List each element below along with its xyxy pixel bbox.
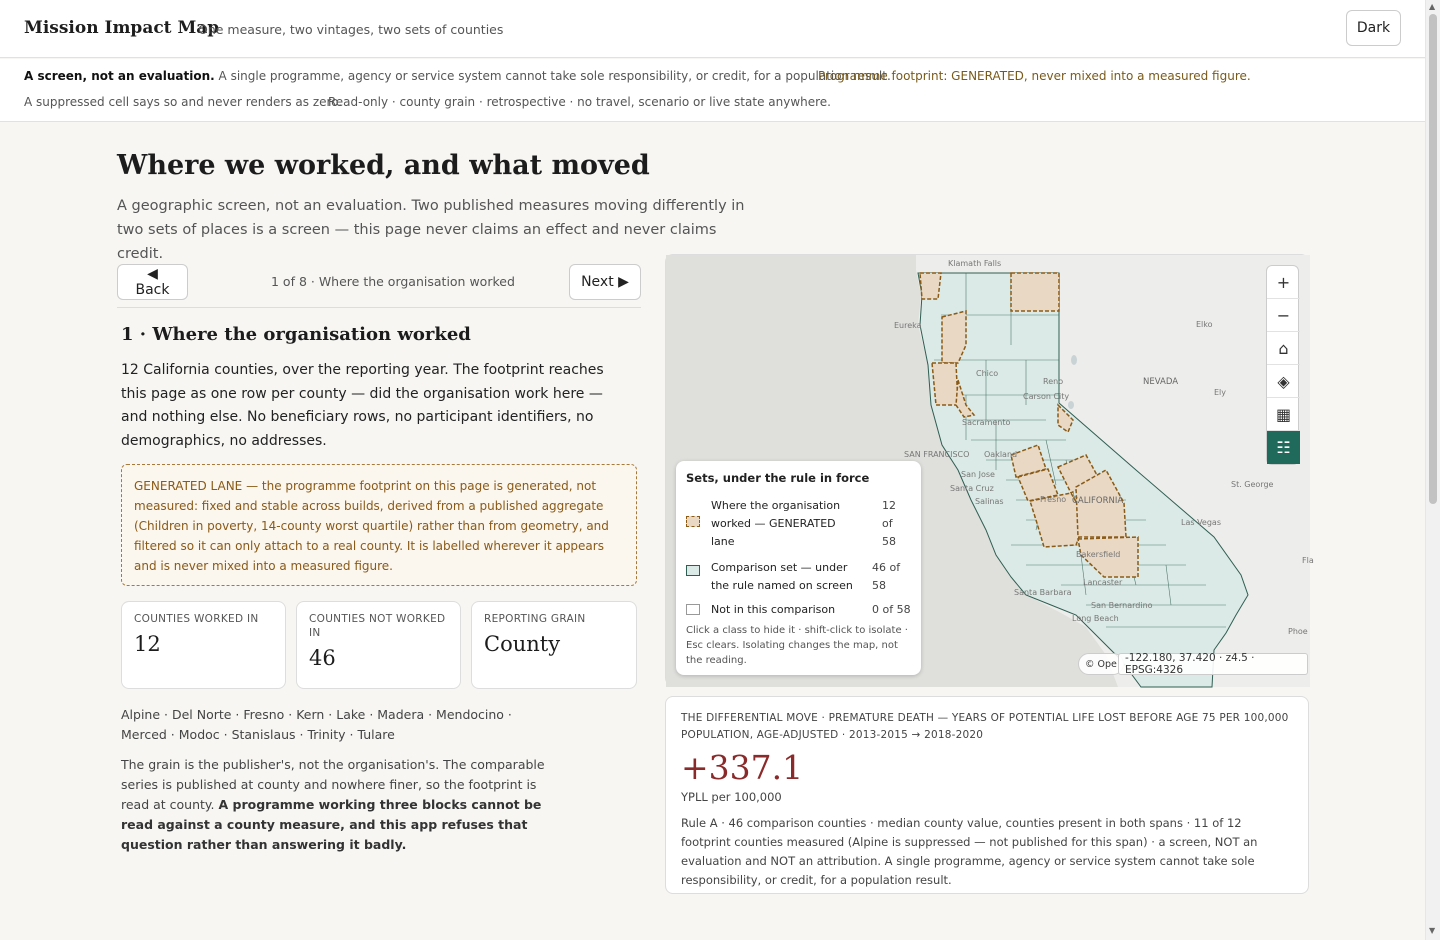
place-label-santa-barbara: Santa Barbara bbox=[1014, 588, 1072, 597]
county-modoc[interactable] bbox=[1011, 273, 1059, 311]
banner-footprint: Programme footprint: GENERATED, never mixed into a measured figure. bbox=[818, 69, 1251, 83]
place-label-eureka: Eureka bbox=[894, 321, 922, 330]
map-coordinates: -122.180, 37.420 · z4.5 · EPSG:4326 bbox=[1118, 653, 1308, 675]
county-mendocino[interactable] bbox=[932, 363, 958, 405]
next-button[interactable]: Next ▶ bbox=[569, 264, 641, 300]
stat-label: REPORTING GRAIN bbox=[484, 613, 586, 625]
place-label-chico: Chico bbox=[976, 369, 999, 378]
legend-hint: Click a class to hide it · shift-click to isolate · Esc clears. Isolating changes the map, not the reading. bbox=[686, 625, 908, 666]
map-panel[interactable] bbox=[665, 254, 1314, 686]
place-label-nevada: NEVADA bbox=[1143, 377, 1179, 387]
banner-scope: Read-only · county grain · retrospective · no travel, scenario or live state anywhere. bbox=[328, 95, 831, 109]
place-label-santa-cruz: Santa Cruz bbox=[950, 484, 994, 493]
place-label-california: CALIFORNIA bbox=[1072, 496, 1124, 506]
place-label-las-vegas: Las Vegas bbox=[1181, 518, 1221, 527]
map-controls bbox=[1266, 265, 1299, 465]
legend-swatch-none bbox=[686, 604, 700, 615]
generated-lane-note: GENERATED LANE — the programme footprint on this page is generated, not measured: fixed and stable across builds, derived from a published aggregate (Children in poverty, 14-county worst quartile) rather than from geometry, and filtered so it can only attach to a real county. It is labelled wherever it appears and is never mixed into a measured figure. bbox=[121, 464, 637, 586]
legend-toggle-icon[interactable]: ☷ bbox=[1267, 431, 1300, 464]
place-label-san-bernardino: San Bernardino bbox=[1091, 601, 1153, 610]
stat-label: COUNTIES WORKED IN bbox=[134, 613, 259, 625]
place-label-klamath-falls: Klamath Falls bbox=[948, 259, 1002, 268]
legend-label: Not in this comparison bbox=[711, 603, 836, 616]
place-label-bakersfield: Bakersfield bbox=[1076, 550, 1121, 559]
legend-swatch-worked bbox=[686, 516, 700, 527]
reading-note: Rule A · 46 comparison counties · median county value, counties present in both spans · 11 of 12 footprint counties measured (Alpine is suppressed — not published for this span) · a screen, NOT an evaluation and NOT an attribution. A single programme, agency or service system cannot take sole responsibility, or credit, for a population result. bbox=[681, 816, 1258, 887]
place-label-long-beach: Long Beach bbox=[1072, 614, 1119, 623]
back-button[interactable]: ◀ Back bbox=[117, 264, 188, 300]
legend-count: 46 of 58 bbox=[872, 561, 901, 592]
legend-count: 12 of 58 bbox=[882, 499, 896, 548]
legend-title: Sets, under the rule in force bbox=[686, 471, 870, 485]
basemap-icon[interactable]: ▦ bbox=[1267, 398, 1300, 431]
legend-label: Comparison set — under the rule named on screen bbox=[711, 561, 853, 592]
grain-note bbox=[121, 755, 561, 855]
place-label-salinas: Salinas bbox=[975, 497, 1004, 506]
step-body: 12 California counties, over the reporting year. The footprint reaches this page as one row per county — did the organisation work here — and nothing else. No beneficiary rows, no participant identifiers, no demographics, no addresses. bbox=[121, 362, 604, 449]
place-label-carson-city: Carson City bbox=[1023, 392, 1070, 401]
place-label-san-francisco: SAN FRANCISCO bbox=[904, 450, 970, 459]
stat-reporting-grain bbox=[471, 601, 637, 689]
legend-count: 0 of 58 bbox=[872, 603, 911, 616]
stat-value: 12 bbox=[134, 632, 161, 656]
county-list: Alpine · Del Norte · Fresno · Kern · Lake · Madera · Mendocino · Merced · Modoc · Stanislaus · Trinity · Tulare bbox=[121, 707, 512, 742]
layers-icon[interactable]: ◈ bbox=[1267, 365, 1300, 398]
stat-label: COUNTIES NOT WORKED IN bbox=[309, 613, 446, 639]
legend-row-worked[interactable] bbox=[686, 497, 911, 551]
place-label-sacramento: Sacramento bbox=[962, 418, 1011, 427]
zoom-out-icon[interactable]: − bbox=[1267, 299, 1300, 332]
map-legend bbox=[676, 461, 921, 675]
stepper bbox=[117, 264, 641, 308]
legend-row-comparison[interactable] bbox=[686, 559, 911, 595]
lake-tahoe bbox=[1068, 401, 1074, 409]
stat-value: 46 bbox=[309, 646, 336, 670]
stat-counties-worked bbox=[121, 601, 286, 689]
place-label-phoe: Phoe bbox=[1288, 627, 1308, 636]
place-label-fla: Fla bbox=[1302, 556, 1314, 565]
place-label-ely: Ely bbox=[1214, 388, 1227, 397]
county-del-norte[interactable] bbox=[920, 273, 941, 299]
page-title: Where we worked, and what moved bbox=[117, 150, 650, 181]
scroll-up-icon[interactable]: ▲ bbox=[1429, 2, 1436, 11]
place-label-fresno: Fresno bbox=[1040, 495, 1067, 504]
legend-swatch-comparison bbox=[686, 565, 700, 576]
grain-note-plain: The grain is the publisher's, not the organisation's. The comparable series is published at county and nowhere finer, so the footprint is read at county. bbox=[121, 757, 545, 812]
banner-lead-rest: A single programme, agency or service system cannot take sole responsibility, or credit, for a population result. bbox=[214, 69, 891, 83]
disclaimer-banner bbox=[0, 59, 1425, 122]
step-position: 1 of 8 · Where the organisation worked bbox=[271, 274, 515, 289]
stat-value: County bbox=[484, 632, 561, 656]
banner-lead bbox=[24, 69, 891, 83]
differential-reading bbox=[665, 696, 1309, 894]
banner-lead-bold: A screen, not an evaluation. bbox=[24, 69, 215, 83]
banner-suppressed: A suppressed cell says so and never renders as zero. bbox=[24, 95, 343, 109]
map-attribution[interactable]: © Ope bbox=[1078, 653, 1124, 675]
reading-unit: YPLL per 100,000 bbox=[681, 790, 782, 804]
page-lede: A geographic screen, not an evaluation. Two published measures moving differently in two sets of places is a screen — this page never claims an effect and never claims credit. bbox=[117, 198, 745, 262]
place-label-san-jose: San Jose bbox=[961, 470, 995, 479]
zoom-in-icon[interactable]: + bbox=[1267, 266, 1300, 299]
scrollbar-thumb[interactable] bbox=[1429, 14, 1437, 504]
legend-row-not-in-comparison[interactable] bbox=[686, 601, 911, 619]
app-subtitle: One measure, two vintages, two sets of counties bbox=[198, 22, 504, 37]
reading-value: +337.1 bbox=[681, 748, 804, 787]
place-label-st-george: St. George bbox=[1231, 480, 1274, 489]
reading-kicker: THE DIFFERENTIAL MOVE · PREMATURE DEATH — YEARS OF POTENTIAL LIFE LOST BEFORE AGE 75 PER 100,000 POPULATION, AGE-ADJUSTED · 2013-2015 → 2018-2020 bbox=[681, 712, 1289, 741]
lake-pyramid bbox=[1071, 355, 1077, 365]
step-title: 1 · Where the organisation worked bbox=[121, 324, 471, 345]
place-label-reno: Reno bbox=[1043, 377, 1064, 386]
grain-note-bold: A programme working three blocks cannot be read against a county measure, and this app refuses that question rather than answering it badly. bbox=[121, 797, 542, 852]
dark-mode-button[interactable]: Dark bbox=[1346, 10, 1401, 46]
app-title: Mission Impact Map bbox=[24, 18, 220, 38]
page-scrollbar[interactable] bbox=[1425, 0, 1440, 940]
home-icon[interactable]: ⌂ bbox=[1267, 332, 1300, 365]
scroll-down-icon[interactable]: ▼ bbox=[1429, 926, 1436, 935]
legend-label: Where the organisation worked — GENERATED lane bbox=[711, 499, 841, 548]
place-label-lancaster: Lancaster bbox=[1083, 578, 1123, 587]
top-bar bbox=[0, 0, 1425, 58]
place-label-elko: Elko bbox=[1196, 320, 1213, 329]
place-label-oakland: Oakland bbox=[984, 450, 1018, 459]
stat-counties-not-worked bbox=[296, 601, 461, 689]
